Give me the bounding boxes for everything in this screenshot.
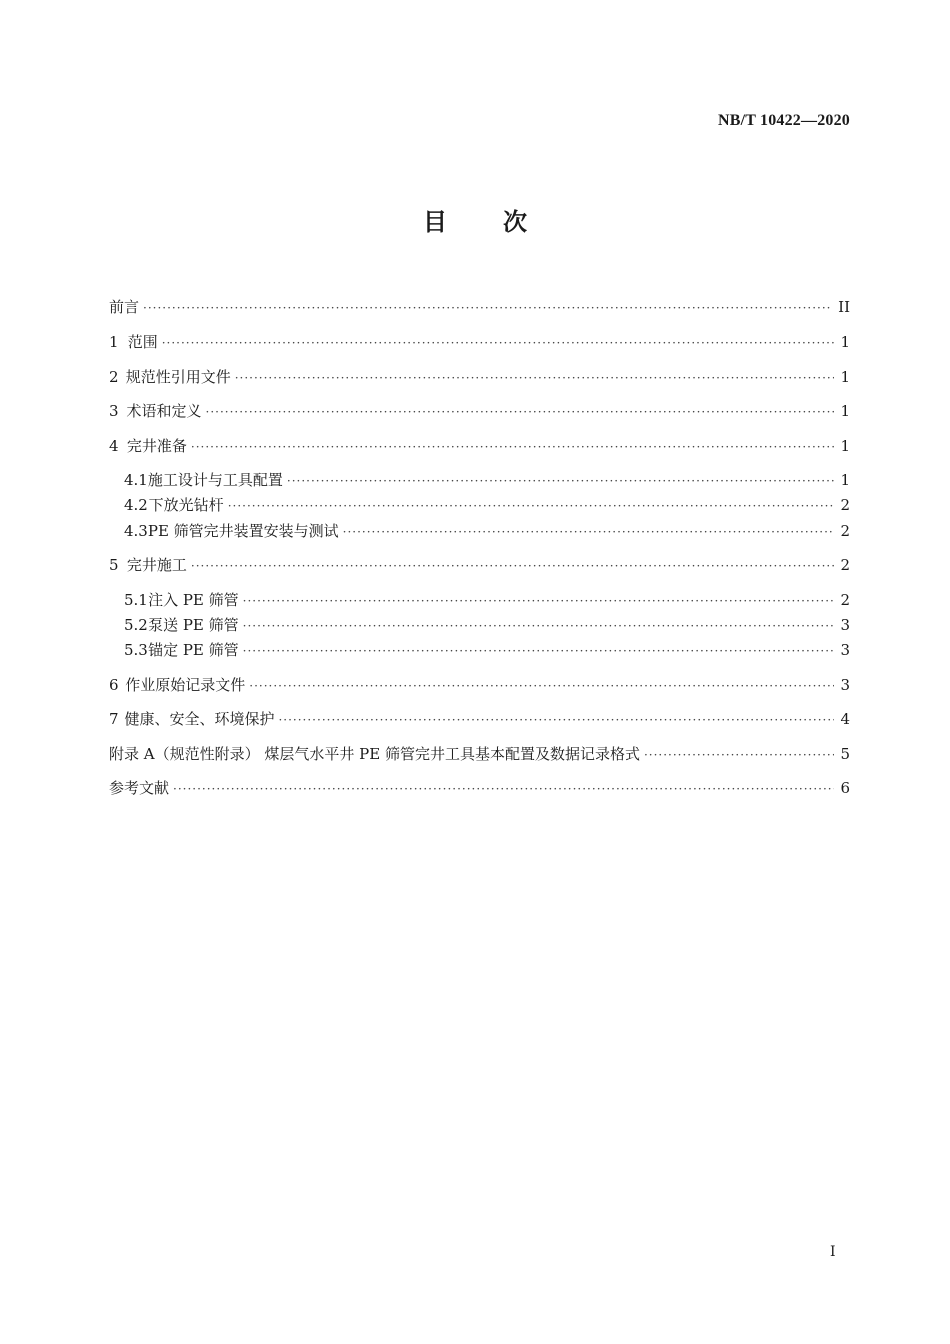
toc-leader: [143, 297, 832, 319]
standard-code: NB/T 10422—2020: [717, 112, 850, 129]
toc-entry-page: 3: [840, 676, 850, 694]
toc-entry-number: 3: [109, 402, 119, 420]
toc-entry-page: 1: [840, 471, 850, 489]
toc-entry-4[interactable]: [109, 435, 850, 457]
toc-entry-page: 1: [840, 333, 850, 351]
toc-leader: [228, 495, 834, 517]
toc-entry-page: 6: [840, 779, 850, 797]
toc-leader: [191, 555, 834, 577]
toc-entry-page: 2: [840, 591, 850, 609]
toc-leader: [287, 470, 834, 492]
toc-entry-number: 6: [109, 676, 119, 694]
toc-entry-appendix-a[interactable]: [109, 743, 850, 765]
toc-leader: [243, 615, 834, 637]
toc-entry-label: 健康、安全、环境保护: [124, 710, 275, 728]
toc-entry-label: 泵送 PE 筛管: [148, 616, 239, 634]
toc-entry-5-1[interactable]: [124, 589, 850, 611]
toc-entry-label: 完井准备: [126, 437, 187, 455]
toc-entry-number: 4.2: [124, 496, 148, 514]
toc-entry-7[interactable]: [109, 708, 850, 730]
toc-entry-page: 1: [840, 402, 850, 420]
toc-entry-5[interactable]: [109, 554, 850, 576]
toc-entry-4-1[interactable]: [124, 469, 850, 491]
toc-entry-label: 施工设计与工具配置: [147, 471, 283, 489]
toc-entry-4-3[interactable]: [124, 520, 850, 542]
toc-entry-preface[interactable]: [109, 296, 850, 318]
toc-entry-page: 1: [840, 368, 850, 386]
toc-leader: [644, 744, 834, 766]
toc-entry-1[interactable]: [109, 331, 850, 353]
toc-entry-label: 参考文献: [109, 779, 170, 797]
toc-entry-number: 5.1: [124, 591, 148, 609]
toc-entry-5-3[interactable]: [124, 639, 850, 661]
toc-entry-number: 4.1: [124, 471, 148, 489]
toc-entry-3[interactable]: [109, 400, 850, 422]
toc-entry-page: 2: [840, 496, 850, 514]
toc-leader: [278, 709, 834, 731]
toc-entry-label: 锚定 PE 筛管: [148, 641, 239, 659]
toc-entry-label: 注入 PE 筛管: [148, 591, 239, 609]
toc-entry-number: 7: [109, 710, 119, 728]
toc-entry-page: 3: [840, 616, 850, 634]
toc-entry-page: 2: [840, 556, 850, 574]
toc-entry-6[interactable]: [109, 674, 850, 696]
toc-entry-label: PE 筛管完井装置安装与测试: [147, 522, 339, 540]
toc-leader: [235, 367, 834, 389]
toc-entry-label: 完井施工: [126, 556, 187, 574]
toc-entry-page: II: [838, 298, 850, 316]
toc-entry-2[interactable]: [109, 366, 850, 388]
toc-entry-4-2[interactable]: [124, 494, 850, 516]
toc-entry-number: 4: [109, 437, 119, 455]
toc-entry-label: 范围: [127, 333, 158, 351]
page-title: [0, 202, 950, 237]
toc-entry-page: 4: [840, 710, 850, 728]
toc-leader: [343, 521, 834, 543]
toc-entry-page: 3: [840, 641, 850, 659]
toc-entry-label: 规范性引用文件: [125, 368, 231, 386]
toc-entry-number: 5.2: [124, 616, 148, 634]
toc-leader: [173, 778, 834, 800]
toc-leader: [243, 590, 834, 612]
toc-entry-label: 附录 A（规范性附录） 煤层气水平井 PE 筛管完井工具基本配置及数据记录格式: [109, 745, 640, 763]
toc-leader: [191, 436, 834, 458]
toc-entry-5-2[interactable]: [124, 614, 850, 636]
toc-entry-references[interactable]: [109, 777, 850, 799]
toc-entry-page: 2: [840, 522, 850, 540]
toc-entry-number: 4.3: [124, 522, 148, 540]
toc-entry-label: 下放光钻杆: [148, 496, 224, 514]
toc-entry-page: 1: [840, 437, 850, 455]
toc-leader: [206, 401, 834, 423]
page-number: I: [830, 1244, 836, 1260]
toc-entry-number: 1: [109, 333, 119, 351]
toc-leader: [162, 332, 834, 354]
title-char-2: 次: [503, 208, 527, 236]
toc-entry-label: 作业原始记录文件: [125, 676, 246, 694]
toc-entry-label: 术语和定义: [126, 402, 202, 420]
toc-entry-number: 5: [109, 556, 119, 574]
toc-entry-label: 前言: [109, 298, 140, 316]
toc-entry-number: 2: [109, 368, 119, 386]
title-char-1: 目: [423, 208, 447, 236]
toc-entry-page: 5: [840, 745, 850, 763]
toc-leader: [243, 640, 834, 662]
toc-leader: [249, 675, 834, 697]
toc-entry-number: 5.3: [124, 641, 148, 659]
